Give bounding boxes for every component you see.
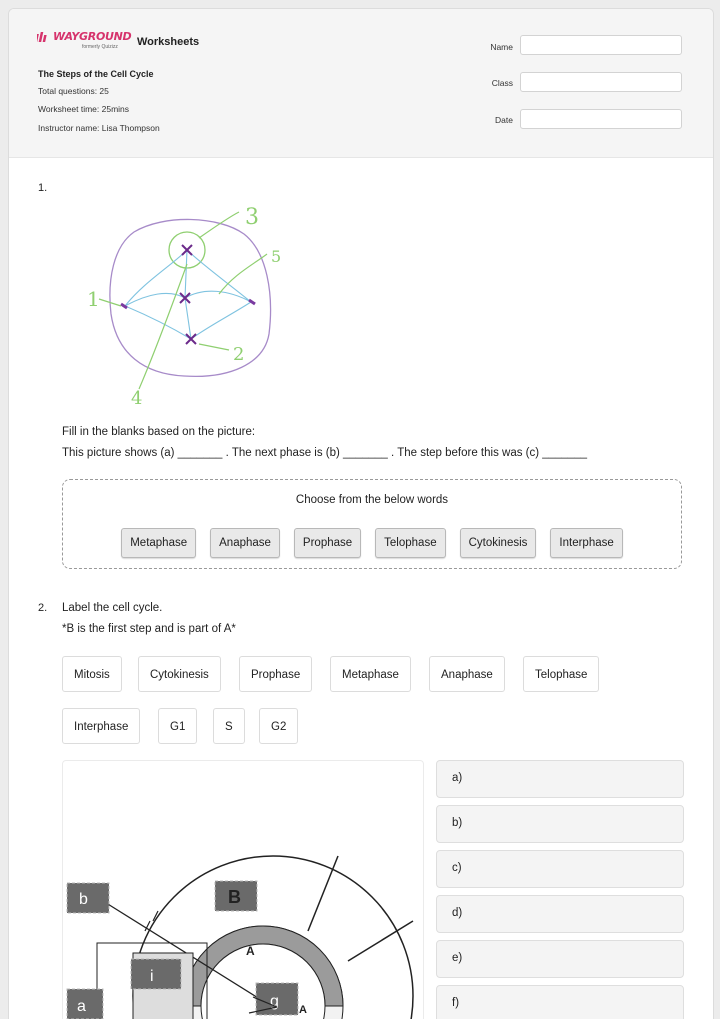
option-chip[interactable]: Interphase [62,708,140,744]
logo-text: WAYGROUND [53,30,132,43]
option-chip[interactable]: Telophase [523,656,599,692]
q2-note: *B is the first step and is part of A* [62,623,236,635]
logo-mark-icon [37,31,51,43]
diagram-label-box [131,959,181,989]
answer-field-b[interactable] [436,805,684,843]
word-chip[interactable]: Telophase [375,528,445,558]
question-2-number: 2. [38,602,48,614]
diagram-label-g: g [270,993,279,1010]
answer-label: b) [452,817,463,829]
diagram-label-box [67,883,109,913]
word-bank-row [63,528,681,558]
drawing-label-3: 3 [245,205,259,230]
option-chip[interactable]: Prophase [239,656,312,692]
total-questions: Total questions: 25 [38,86,109,96]
diagram-label-A: A [246,944,255,958]
q2-prompt: Label the cell cycle. [62,602,163,614]
brand-logo [37,29,132,55]
answer-field-c[interactable] [436,850,684,888]
question-1-number: 1. [38,182,48,194]
word-chip[interactable]: Cytokinesis [460,528,537,558]
diagram-label-i: i [150,968,154,985]
worksheet-page [8,8,714,1019]
word-chip[interactable]: Anaphase [210,528,280,558]
cell-division-drawing [69,194,309,409]
date-field[interactable] [520,109,682,129]
class-label: Class [491,78,513,88]
answer-field-f[interactable] [436,985,684,1019]
drawing-label-2: 2 [233,344,245,365]
diagram-label-b: b [79,891,88,908]
option-chip[interactable]: G2 [259,708,298,744]
word-bank-title: Choose from the below words [295,494,449,506]
diagram-label-a: a [77,998,86,1015]
cell-cycle-diagram-panel [62,760,424,1019]
diagram-label-B: B [228,887,241,907]
drawing-label-5: 5 [271,247,282,266]
worksheet-title: The Steps of the Cell Cycle [38,69,154,79]
option-chip[interactable]: Metaphase [330,656,411,692]
name-field[interactable] [520,35,682,55]
drawing-label-1: 1 [87,287,100,311]
diagram-label-A2: A [299,1004,307,1016]
q1-fill-sentence: This picture shows (a) _______ . The next phase is (b) _______ . The step before this was (c) _______ [62,447,588,459]
instructor-name: Instructor name: Lisa Thompson [38,123,160,133]
word-chip[interactable]: Interphase [550,528,622,558]
date-label: Date [495,115,513,125]
logo-subtitle: formerly Quizizz [82,44,118,50]
word-chip[interactable]: Prophase [294,528,361,558]
worksheet-time: Worksheet time: 25mins [38,104,130,114]
option-chip[interactable]: S [213,708,245,744]
q1-instruction: Fill in the blanks based on the picture: [62,426,256,438]
word-chip[interactable]: Metaphase [121,528,196,558]
drawing-label-4: 4 [131,388,143,409]
option-chip[interactable]: Mitosis [62,656,122,692]
answer-label: e) [452,952,463,964]
cell-cycle-diagram [63,761,423,1019]
class-field[interactable] [520,72,682,92]
answer-label: f) [452,997,460,1009]
option-chip[interactable]: G1 [158,708,197,744]
option-chip[interactable]: Cytokinesis [138,656,221,692]
word-bank [62,479,682,569]
worksheet-header [9,9,713,158]
answer-label: a) [452,772,463,784]
app-name: Worksheets [137,36,200,48]
answer-field-d[interactable] [436,895,684,933]
answer-label: d) [452,907,463,919]
option-chip[interactable]: Anaphase [429,656,505,692]
answer-label: c) [452,862,462,874]
answer-field-a[interactable] [436,760,684,798]
name-label: Name [490,42,513,52]
answer-field-e[interactable] [436,940,684,978]
